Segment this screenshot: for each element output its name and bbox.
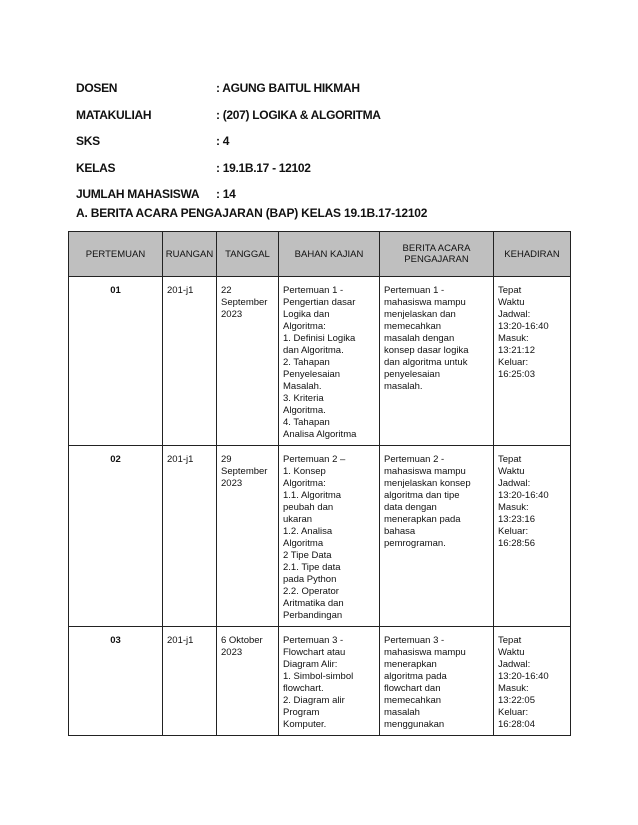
cell-bahan-kajian: Pertemuan 2 – 1. Konsep Algoritma: 1.1. Algoritma peubah dan ukaran 1.2. Analisa Algoritma 2 Tipe Data 2.1. Tipe data pada Python 2.2. Operator Aritmatika dan Perbandingan xyxy=(279,446,380,627)
cell-ruangan: 201-j1 xyxy=(163,277,217,446)
cell-kehadiran: Tepat Waktu Jadwal: 13:20-16:40 Masuk: 13:23:16 Keluar: 16:28:56 xyxy=(494,446,571,627)
header-tanggal: TANGGAL xyxy=(217,232,279,277)
header-berita-acara: BERITA ACARA PENGAJARAN xyxy=(380,232,494,277)
info-value: : 19.1B.17 - 12102 xyxy=(216,160,311,175)
header-kehadiran: KEHADIRAN xyxy=(494,232,571,277)
table-row xyxy=(69,627,571,736)
info-row-kelas xyxy=(76,155,556,182)
info-value: : (207) LOGIKA & ALGORITMA xyxy=(216,107,381,122)
table-header-row xyxy=(69,232,571,277)
info-row-matakuliah xyxy=(76,102,556,129)
cell-berita-acara: Pertemuan 2 - mahasiswa mampu menjelaskan konsep algoritma dan tipe data dengan menerapkan pada bahasa pemrograman. xyxy=(380,446,494,627)
table-row xyxy=(69,277,571,446)
cell-bahan-kajian: Pertemuan 1 - Pengertian dasar Logika dan Algoritma: 1. Definisi Logika dan Algoritma. 2. Tahapan Penyelesaian Masalah. 3. Kriteria Algoritma. 4. Tahapan Analisa Algoritma xyxy=(279,277,380,446)
cell-ruangan: 201-j1 xyxy=(163,627,217,736)
info-row-sks xyxy=(76,128,556,155)
info-value: : 14 xyxy=(216,187,236,202)
info-label: MATAKULIAH xyxy=(76,107,152,122)
cell-kehadiran: Tepat Waktu Jadwal: 13:20-16:40 Masuk: 13:21:12 Keluar: 16:25:03 xyxy=(494,277,571,446)
info-label: SKS xyxy=(76,134,100,149)
bap-table xyxy=(68,231,571,736)
cell-kehadiran: Tepat Waktu Jadwal: 13:20-16:40 Masuk: 13:22:05 Keluar: 16:28:04 xyxy=(494,627,571,736)
cell-tanggal: 29 September 2023 xyxy=(217,446,279,627)
info-row-jumlah-mahasiswa xyxy=(76,181,556,208)
header-pertemuan: PERTEMUAN xyxy=(69,232,163,277)
cell-tanggal: 6 Oktober 2023 xyxy=(217,627,279,736)
cell-berita-acara: Pertemuan 1 - mahasiswa mampu menjelaskan dan memecahkan masalah dengan konsep dasar logika dan algoritma untuk penyelesaian masalah. xyxy=(380,277,494,446)
cell-berita-acara: Pertemuan 3 - mahasiswa mampu menerapkan algoritma pada flowchart dan memecahkan masalah menggunakan xyxy=(380,627,494,736)
cell-pertemuan: 03 xyxy=(69,627,163,736)
cell-pertemuan: 01 xyxy=(69,277,163,446)
cell-pertemuan: 02 xyxy=(69,446,163,627)
section-title: A. BERITA ACARA PENGAJARAN (BAP) KELAS 19.1B.17-12102 xyxy=(76,206,428,220)
info-value: : 4 xyxy=(216,134,230,149)
table-row xyxy=(69,446,571,627)
info-value: : AGUNG BAITUL HIKMAH xyxy=(216,81,360,96)
course-info xyxy=(76,75,556,208)
info-row-dosen xyxy=(76,75,556,102)
info-label: JUMLAH MAHASISWA xyxy=(76,187,200,202)
header-bahan-kajian: BAHAN KAJIAN xyxy=(279,232,380,277)
cell-tanggal: 22 September 2023 xyxy=(217,277,279,446)
info-label: KELAS xyxy=(76,160,116,175)
cell-bahan-kajian: Pertemuan 3 - Flowchart atau Diagram Alir: 1. Simbol-simbol flowchart. 2. Diagram alir Program Komputer. xyxy=(279,627,380,736)
cell-ruangan: 201-j1 xyxy=(163,446,217,627)
info-label: DOSEN xyxy=(76,81,118,96)
header-ruangan: RUANGAN xyxy=(163,232,217,277)
